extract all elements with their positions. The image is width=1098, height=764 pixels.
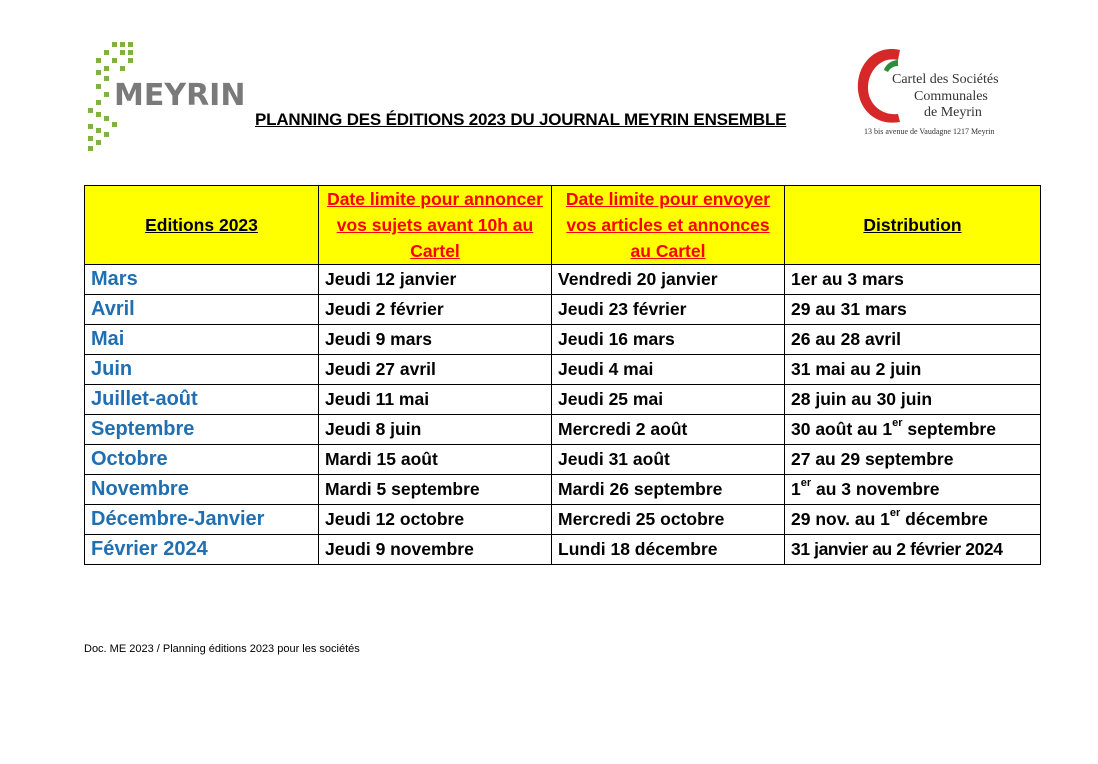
- table-row: [85, 325, 1041, 355]
- edition-cell: Juin: [85, 355, 319, 385]
- distribution-cell: 26 au 28 avril: [785, 325, 1041, 355]
- header-editions: Editions 2023: [85, 186, 319, 265]
- meyrin-logo: [84, 40, 246, 152]
- send-cell: Lundi 18 décembre: [552, 535, 785, 565]
- edition-cell: Novembre: [85, 475, 319, 505]
- distribution-cell: [785, 415, 1041, 445]
- header-deadline-announce: Date limite pour annoncer vos sujets avant 10h au Cartel: [319, 186, 552, 265]
- announce-cell: Jeudi 11 mai: [319, 385, 552, 415]
- send-cell: Vendredi 20 janvier: [552, 265, 785, 295]
- distribution-cell: 31 janvier au 2 février 2024: [785, 535, 1041, 565]
- announce-cell: Mardi 5 septembre: [319, 475, 552, 505]
- table-row: [85, 505, 1041, 535]
- distribution-text: 30 août au 1: [791, 419, 893, 439]
- edition-cell: Mars: [85, 265, 319, 295]
- distribution-cell: 31 mai au 2 juin: [785, 355, 1041, 385]
- ordinal-suffix: er: [892, 417, 903, 429]
- distribution-text: 1: [791, 479, 801, 499]
- announce-cell: Jeudi 12 janvier: [319, 265, 552, 295]
- cartel-logo: [852, 38, 1018, 150]
- cartel-logo-line3: de Meyrin: [924, 105, 982, 120]
- table-row: [85, 475, 1041, 505]
- planning-table: [84, 185, 1041, 565]
- send-cell: Jeudi 16 mars: [552, 325, 785, 355]
- distribution-cell: [785, 475, 1041, 505]
- distribution-cell: 27 au 29 septembre: [785, 445, 1041, 475]
- send-cell: Mardi 26 septembre: [552, 475, 785, 505]
- footer-note: Doc. ME 2023 / Planning éditions 2023 pour les sociétés: [84, 643, 360, 655]
- distribution-text: au 3 novembre: [811, 479, 940, 499]
- announce-cell: Jeudi 9 mars: [319, 325, 552, 355]
- edition-cell: Octobre: [85, 445, 319, 475]
- ordinal-suffix: er: [889, 507, 901, 519]
- distribution-cell: [785, 505, 1041, 535]
- send-cell: Jeudi 4 mai: [552, 355, 785, 385]
- announce-cell: Jeudi 8 juin: [319, 415, 552, 445]
- send-cell: Jeudi 25 mai: [552, 385, 785, 415]
- edition-cell: Mai: [85, 325, 319, 355]
- send-cell: Mercredi 2 août: [552, 415, 785, 445]
- distribution-cell: 1er au 3 mars: [785, 265, 1041, 295]
- announce-cell: Jeudi 12 octobre: [319, 505, 552, 535]
- cartel-logo-address: 13 bis avenue de Vaudagne 1217 Meyrin: [864, 127, 995, 136]
- edition-cell: Septembre: [85, 415, 319, 445]
- header-distribution: Distribution: [785, 186, 1041, 265]
- table-row: [85, 535, 1041, 565]
- send-cell: Jeudi 23 février: [552, 295, 785, 325]
- distribution-text: 29 nov. au 1: [791, 509, 890, 529]
- distribution-cell: 29 au 31 mars: [785, 295, 1041, 325]
- edition-cell: Juillet-août: [85, 385, 319, 415]
- table-row: [85, 385, 1041, 415]
- table-row: [85, 415, 1041, 445]
- distribution-text: décembre: [900, 509, 988, 529]
- edition-cell: Décembre-Janvier: [85, 505, 319, 535]
- cartel-logo-line1: Cartel des Sociétés: [892, 72, 999, 87]
- table-row: [85, 355, 1041, 385]
- table-row: [85, 265, 1041, 295]
- send-cell: Mercredi 25 octobre: [552, 505, 785, 535]
- table-header-row: [85, 186, 1041, 265]
- table-row: [85, 445, 1041, 475]
- announce-cell: Jeudi 2 février: [319, 295, 552, 325]
- meyrin-logo-text: MEYRIN: [114, 78, 246, 113]
- table-row: [85, 295, 1041, 325]
- header-deadline-send: Date limite pour envoyer vos articles et annonces au Cartel: [552, 186, 785, 265]
- distribution-cell: 28 juin au 30 juin: [785, 385, 1041, 415]
- edition-cell: Avril: [85, 295, 319, 325]
- cartel-logo-line2: Communales: [914, 89, 988, 104]
- edition-cell: Février 2024: [85, 535, 319, 565]
- announce-cell: Jeudi 27 avril: [319, 355, 552, 385]
- announce-cell: Mardi 15 août: [319, 445, 552, 475]
- ordinal-suffix: er: [800, 477, 812, 489]
- send-cell: Jeudi 31 août: [552, 445, 785, 475]
- distribution-text: septembre: [902, 419, 996, 439]
- announce-cell: Jeudi 9 novembre: [319, 535, 552, 565]
- page-title: PLANNING DES ÉDITIONS 2023 DU JOURNAL MEYRIN ENSEMBLE: [255, 110, 787, 129]
